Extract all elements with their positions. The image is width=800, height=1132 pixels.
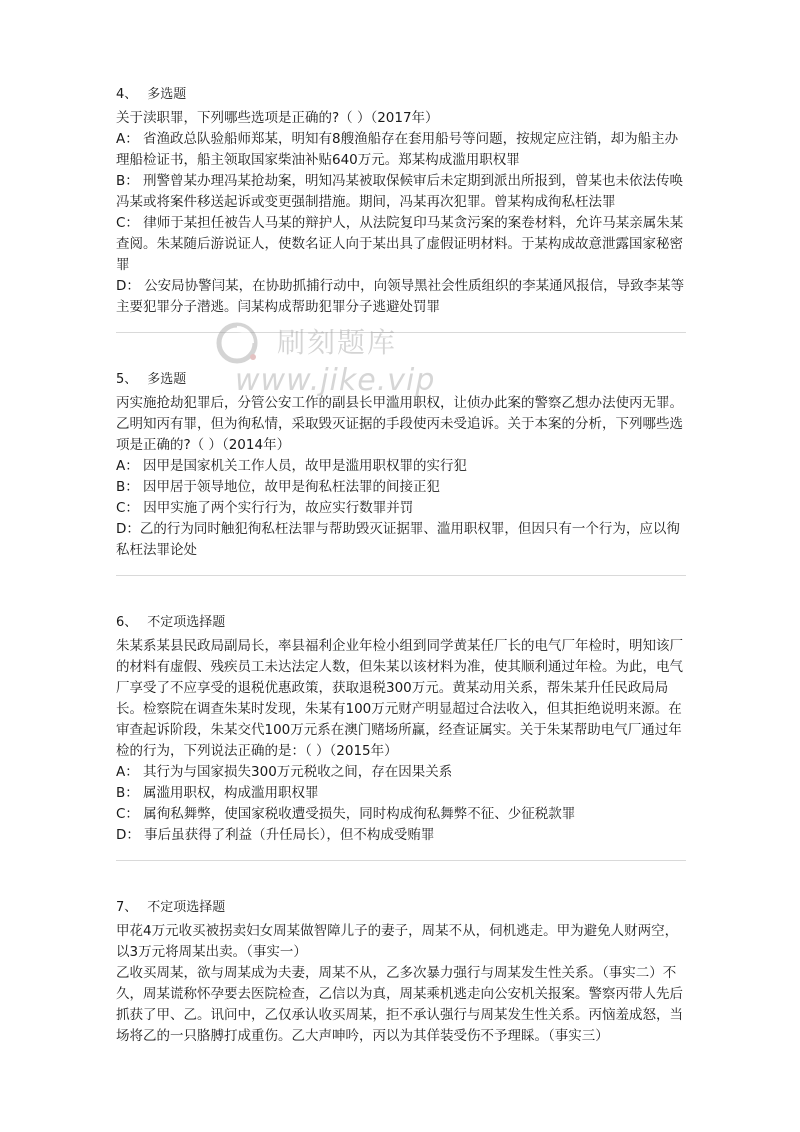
option-d: D：乙的行为同时触犯徇私枉法罪与帮助毁灭证据罪、滥用职权罪，但因只有一个行为，应以徇私枉法罪论处	[116, 521, 680, 558]
watermark-brand: 刷刻题库	[277, 326, 398, 359]
option-b: B： 刑警曾某办理冯某抢劫案，明知冯某被取保候审后未定期到派出所报到，曾某也未依法传唤冯某或将案件移送起诉或变更强制措施。期间，冯某再次犯罪。曾某构成徇私枉法罪	[116, 173, 684, 210]
document-page	[116, 84, 686, 1047]
question-stem-fact-1: 甲花4万元收买被拐卖妇女周某做智障儿子的妻子，周某不从，伺机逃走。甲为避免人财两空，以3万元将周某出卖。（事实一）	[116, 923, 679, 960]
question-stem-fact-2-3: 乙收买周某，欲与周某成为夫妻，周某不从，乙多次暴力强行与周某发生性关系。（事实二）不久，周某谎称怀孕要去医院检查，乙信以为真，周某乘机逃走向公安机关报案。警察丙带人先后抓获了甲、乙。讯问中，乙仅承认收买周某，拒不承认强行与周某发生性关系。丙恼羞成怒，当场将乙的一只胳膊打成重伤。乙大声呻吟，丙以为其佯装受伤不予理睬。（事实三）	[116, 965, 683, 1044]
question-type: 不定项选择题	[147, 615, 226, 630]
option-a: A： 其行为与国家损失300万元税收之间，存在因果关系	[116, 764, 453, 780]
option-b: B： 属滥用职权，构成滥用职权罪	[116, 785, 319, 801]
option-d: D： 公安局协警闫某，在协助抓捕行动中，向领导黑社会性质组织的李某通风报信，导致李某等主要犯罪分子潜逃。闫某构成帮助犯罪分子逃避处罚罪	[116, 278, 685, 315]
question-stem: 丙实施抢劫犯罪后，分管公安工作的副县长甲滥用职权，让侦办此案的警察乙想办法使丙无罪。乙明知丙有罪，但为徇私情，采取毁灭证据的手段使丙未受追诉。关于本案的分析，下列哪些选项是正确的?（ ）（2014年）	[116, 395, 683, 453]
option-c: C： 因甲实施了两个实行行为，故应实行数罪并罚	[116, 500, 414, 516]
option-a: A： 省渔政总队验船师郑某，明知有8艘渔船存在套用船号等问题，按规定应注销，却为船主办理船检证书，船主领取国家柴油补贴640万元。郑某构成滥用职权罪	[116, 131, 679, 168]
option-b: B： 因甲居于领导地位，故甲是徇私枉法罪的间接正犯	[116, 479, 441, 495]
question-6	[116, 612, 686, 861]
question-header	[116, 612, 686, 634]
question-4	[116, 84, 686, 333]
option-c: C： 律师于某担任被告人马某的辩护人，从法院复印马某贪污案的案卷材料，允许马某亲属朱某查阅。朱某随后游说证人，使数名证人向于某出具了虚假证明材料。于某构成故意泄露国家秘密罪	[116, 215, 684, 273]
question-7	[116, 897, 686, 1047]
question-number: 7、	[116, 900, 138, 915]
option-d: D： 事后虽获得了利益（升任局长），但不构成受贿罪	[116, 827, 435, 843]
question-5	[116, 369, 686, 576]
question-type: 多选题	[147, 87, 187, 102]
question-number: 6、	[116, 615, 138, 630]
question-header	[116, 369, 686, 391]
question-number: 5、	[116, 372, 138, 387]
question-header	[116, 84, 686, 106]
question-header	[116, 897, 686, 919]
question-stem: 关于渎职罪，下列哪些选项是正确的?（ ）（2017年）	[116, 110, 439, 126]
question-stem: 朱某系某县民政局副局长，率县福利企业年检小组到同学黄某任厂长的电气厂年检时，明知该厂的材料有虚假、残疾员工未达法定人数，但朱某以该材料为准，使其顺利通过年检。为此，电气厂享受了不应享受的退税优惠政策，获取退税300万元。黄某动用关系，帮朱某升任民政局局长。检察院在调查朱某时发现，朱某有100万元财产明显超过合法收入，但其拒绝说明来源。在审查起诉阶段，朱某交代100万元系在澳门赌场所赢，经查证属实。关于朱某帮助电气厂通过年检的行为，下列说法正确的是：（ ）（2015年）	[116, 638, 683, 759]
option-a: A： 因甲是国家机关工作人员，故甲是滥用职权罪的实行犯	[116, 458, 468, 474]
option-c: C： 属徇私舞弊，使国家税收遭受损失，同时构成徇私舞弊不征、少征税款罪	[116, 806, 576, 822]
watermark-url: www.jike.vip	[235, 363, 436, 398]
question-type: 多选题	[147, 372, 187, 387]
question-type: 不定项选择题	[147, 900, 226, 915]
question-number: 4、	[116, 87, 138, 102]
